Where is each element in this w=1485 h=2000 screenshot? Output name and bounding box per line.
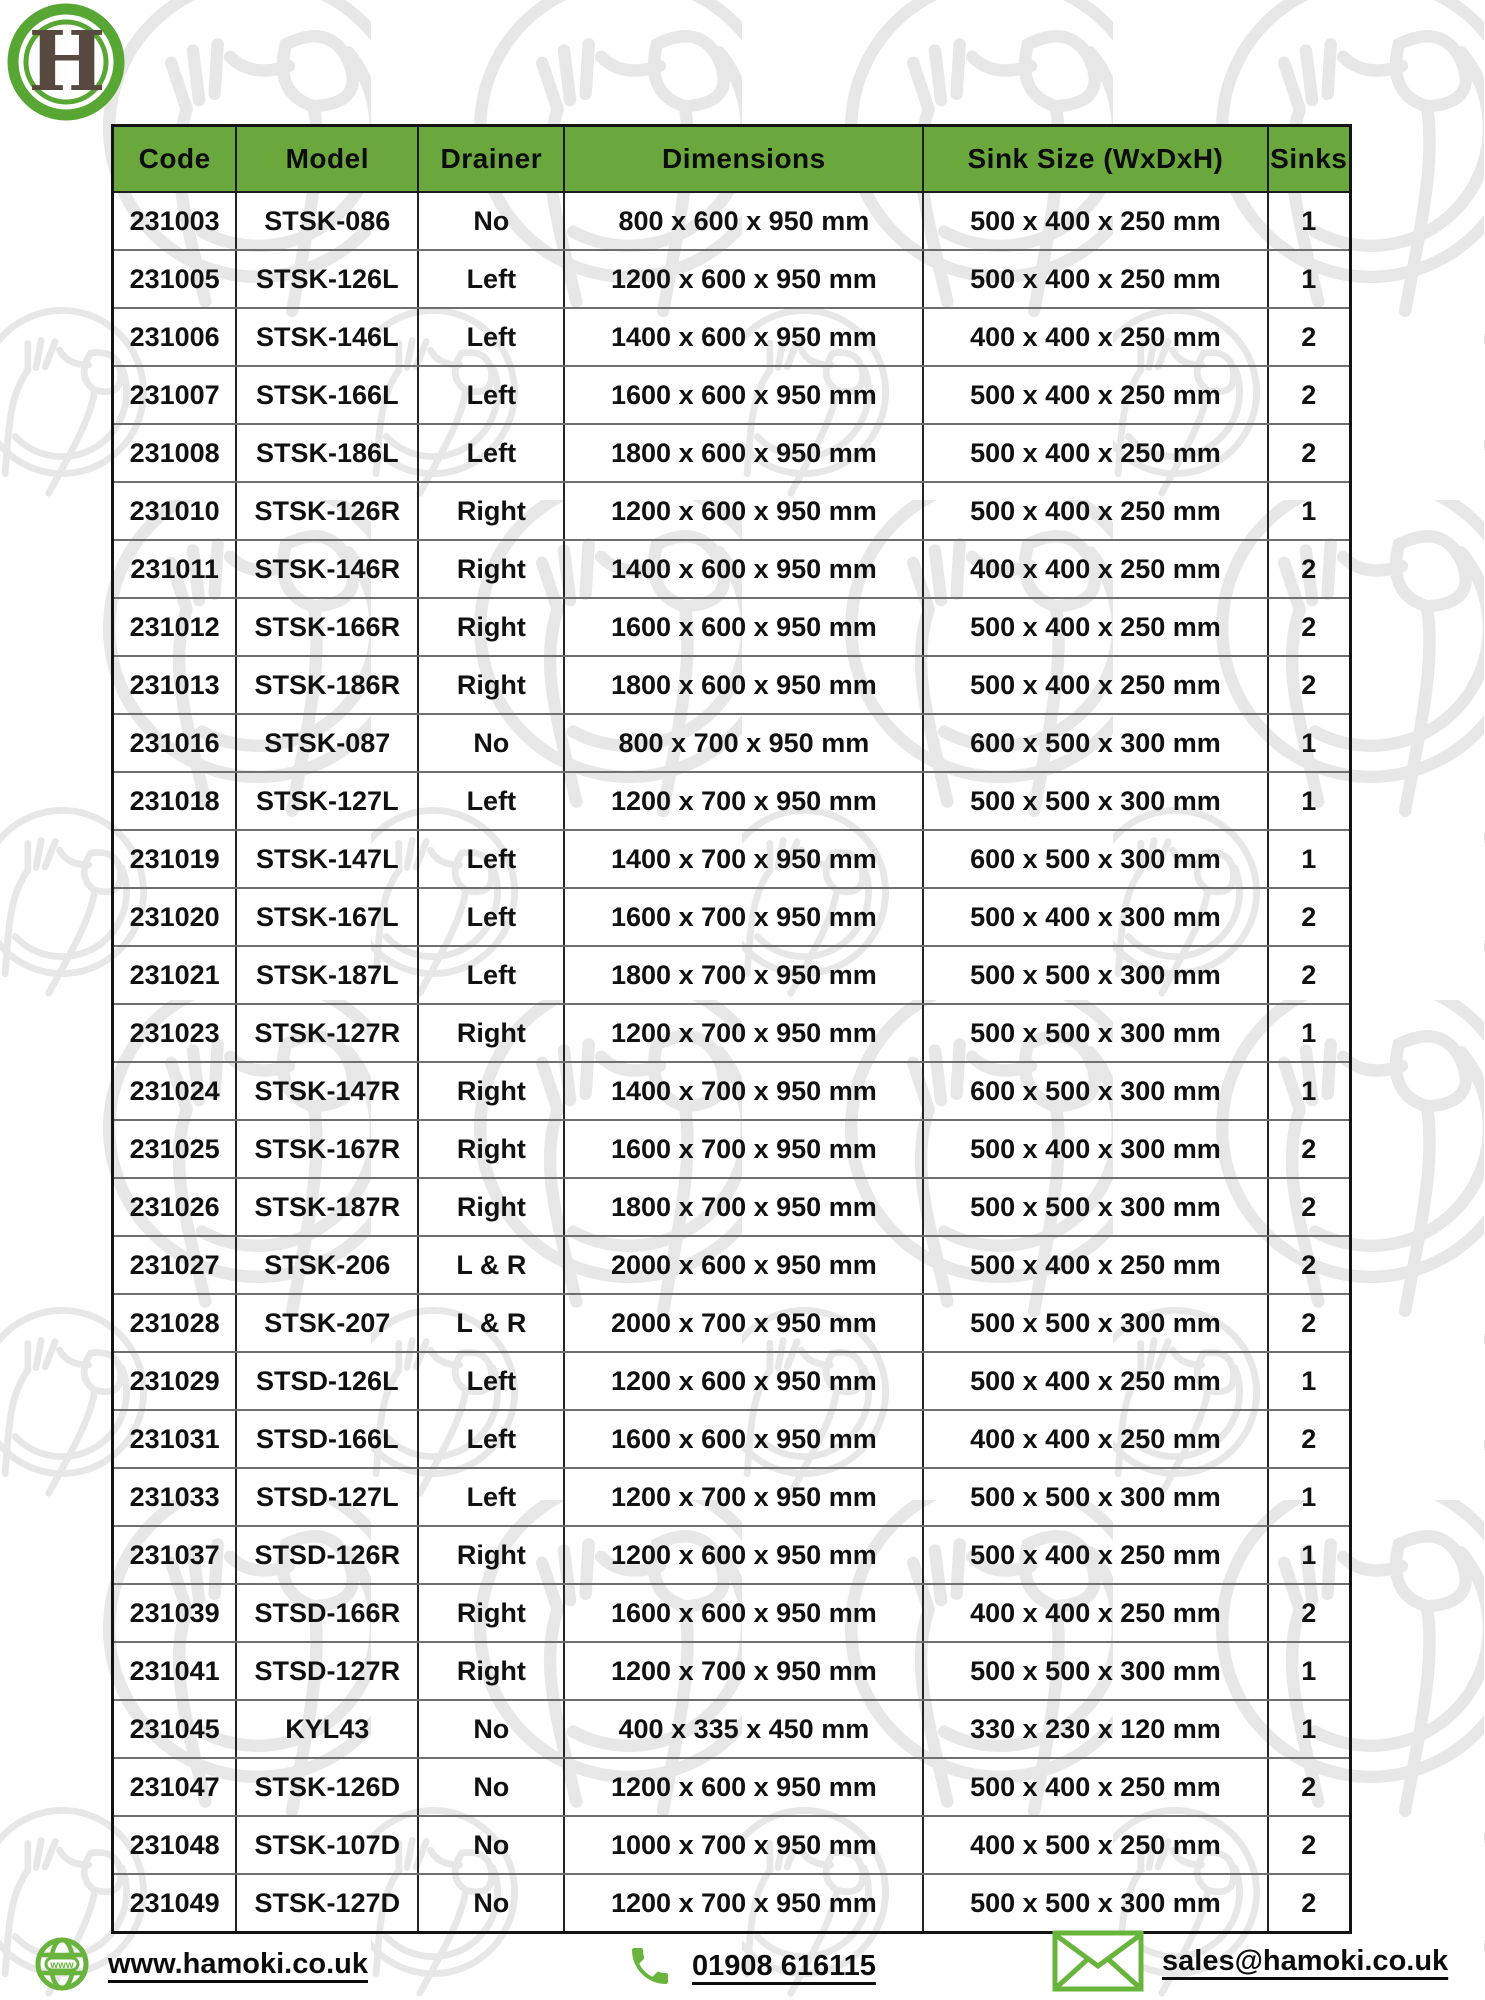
cell-drainer: Right: [418, 1584, 564, 1642]
cell-code: 231007: [113, 366, 237, 424]
cell-dimensions: 1800 x 600 x 950 mm: [564, 656, 923, 714]
cell-sinks: 2: [1268, 1410, 1351, 1468]
cell-dimensions: 1000 x 700 x 950 mm: [564, 1816, 923, 1874]
cell-drainer: No: [418, 1874, 564, 1933]
cell-dimensions: 1200 x 700 x 950 mm: [564, 1004, 923, 1062]
cell-sink-size: 400 x 400 x 250 mm: [923, 1410, 1267, 1468]
cell-model: KYL43: [236, 1700, 418, 1758]
cell-code: 231013: [113, 656, 237, 714]
cell-dimensions: 1200 x 600 x 950 mm: [564, 482, 923, 540]
cell-sink-size: 600 x 500 x 300 mm: [923, 714, 1267, 772]
cell-dimensions: 1200 x 600 x 950 mm: [564, 250, 923, 308]
cell-model: STSK-186R: [236, 656, 418, 714]
table-row: [113, 1526, 1351, 1584]
website-link[interactable]: www.hamoki.co.uk: [108, 1947, 368, 1980]
cell-drainer: L & R: [418, 1236, 564, 1294]
table-row: [113, 424, 1351, 482]
cell-sink-size: 400 x 500 x 250 mm: [923, 1816, 1267, 1874]
table-row: [113, 366, 1351, 424]
cell-sinks: 2: [1268, 1874, 1351, 1933]
cell-dimensions: 1400 x 700 x 950 mm: [564, 830, 923, 888]
table-row: [113, 1062, 1351, 1120]
table-row: [113, 482, 1351, 540]
cell-code: 231018: [113, 772, 237, 830]
cell-sinks: 2: [1268, 1236, 1351, 1294]
cell-sinks: 2: [1268, 1178, 1351, 1236]
cell-dimensions: 800 x 700 x 950 mm: [564, 714, 923, 772]
cell-sinks: 1: [1268, 1468, 1351, 1526]
cell-sink-size: 600 x 500 x 300 mm: [923, 1062, 1267, 1120]
envelope-icon: [1052, 1930, 1144, 1992]
cell-dimensions: 2000 x 700 x 950 mm: [564, 1294, 923, 1352]
cell-sinks: 1: [1268, 1526, 1351, 1584]
cell-drainer: Right: [418, 540, 564, 598]
cell-sinks: 1: [1268, 772, 1351, 830]
cell-sinks: 2: [1268, 656, 1351, 714]
table-row: [113, 540, 1351, 598]
cell-dimensions: 1200 x 600 x 950 mm: [564, 1352, 923, 1410]
table-row: [113, 1874, 1351, 1933]
product-spec-table: [111, 124, 1352, 1934]
logo-letter-h: H: [28, 14, 106, 110]
table-body: [113, 192, 1351, 1933]
table-row: [113, 772, 1351, 830]
cell-dimensions: 1200 x 600 x 950 mm: [564, 1758, 923, 1816]
cell-code: 231033: [113, 1468, 237, 1526]
cell-code: 231008: [113, 424, 237, 482]
cell-model: STSK-166L: [236, 366, 418, 424]
cell-model: STSK-167L: [236, 888, 418, 946]
table-row: [113, 1584, 1351, 1642]
cell-model: STSK-186L: [236, 424, 418, 482]
cell-model: STSK-126L: [236, 250, 418, 308]
cell-model: STSK-187R: [236, 1178, 418, 1236]
cell-sink-size: 500 x 500 x 300 mm: [923, 1294, 1267, 1352]
cell-model: STSK-207: [236, 1294, 418, 1352]
cell-sinks: 2: [1268, 1120, 1351, 1178]
cell-sink-size: 500 x 500 x 300 mm: [923, 772, 1267, 830]
cell-drainer: Left: [418, 946, 564, 1004]
cell-sinks: 2: [1268, 366, 1351, 424]
cell-code: 231026: [113, 1178, 237, 1236]
cell-drainer: No: [418, 1816, 564, 1874]
cell-sinks: 1: [1268, 714, 1351, 772]
cell-sink-size: 330 x 230 x 120 mm: [923, 1700, 1267, 1758]
cell-code: 231016: [113, 714, 237, 772]
cell-sinks: 1: [1268, 1062, 1351, 1120]
cell-sink-size: 500 x 400 x 250 mm: [923, 598, 1267, 656]
footer-website: [34, 1936, 368, 1992]
cell-sink-size: 500 x 500 x 300 mm: [923, 1178, 1267, 1236]
cell-drainer: Left: [418, 1410, 564, 1468]
table-row: [113, 1004, 1351, 1062]
cell-sink-size: 500 x 400 x 250 mm: [923, 1758, 1267, 1816]
table-row: [113, 946, 1351, 1004]
table-row: [113, 1816, 1351, 1874]
cell-sinks: 1: [1268, 1352, 1351, 1410]
cell-model: STSK-087: [236, 714, 418, 772]
cell-sinks: 2: [1268, 888, 1351, 946]
cell-code: 231003: [113, 192, 237, 250]
cell-sink-size: 400 x 400 x 250 mm: [923, 308, 1267, 366]
cell-dimensions: 1200 x 700 x 950 mm: [564, 1642, 923, 1700]
cell-drainer: Left: [418, 830, 564, 888]
cell-code: 231025: [113, 1120, 237, 1178]
cell-model: STSK-146L: [236, 308, 418, 366]
cell-dimensions: 1600 x 600 x 950 mm: [564, 366, 923, 424]
cell-code: 231005: [113, 250, 237, 308]
phone-icon: [626, 1940, 674, 1992]
hamoki-logo: [6, 2, 126, 122]
phone-link[interactable]: 01908 616115: [692, 1949, 876, 1982]
table-row: [113, 888, 1351, 946]
cell-drainer: No: [418, 714, 564, 772]
cell-drainer: Left: [418, 1468, 564, 1526]
cell-sinks: 1: [1268, 1700, 1351, 1758]
cell-code: 231023: [113, 1004, 237, 1062]
cell-code: 231011: [113, 540, 237, 598]
cell-sink-size: 500 x 400 x 250 mm: [923, 366, 1267, 424]
cell-sink-size: 500 x 400 x 250 mm: [923, 1236, 1267, 1294]
globe-icon: [34, 1936, 90, 1992]
cell-sink-size: 500 x 400 x 250 mm: [923, 424, 1267, 482]
cell-drainer: Right: [418, 656, 564, 714]
cell-dimensions: 1200 x 600 x 950 mm: [564, 1526, 923, 1584]
cell-sinks: 2: [1268, 1584, 1351, 1642]
cell-model: STSK-127D: [236, 1874, 418, 1933]
cell-drainer: Right: [418, 1642, 564, 1700]
cell-sink-size: 500 x 400 x 250 mm: [923, 250, 1267, 308]
cell-drainer: No: [418, 192, 564, 250]
cell-drainer: Right: [418, 1062, 564, 1120]
table-row: [113, 192, 1351, 250]
cell-model: STSK-146R: [236, 540, 418, 598]
cell-sink-size: 500 x 400 x 250 mm: [923, 656, 1267, 714]
cell-dimensions: 1200 x 700 x 950 mm: [564, 1468, 923, 1526]
cell-model: STSK-127R: [236, 1004, 418, 1062]
cell-drainer: No: [418, 1758, 564, 1816]
cell-model: STSD-166L: [236, 1410, 418, 1468]
cell-sinks: 1: [1268, 1642, 1351, 1700]
table-row: [113, 1352, 1351, 1410]
table-row: [113, 1758, 1351, 1816]
cell-dimensions: 1400 x 700 x 950 mm: [564, 1062, 923, 1120]
header-code: Code: [113, 126, 237, 193]
cell-model: STSK-187L: [236, 946, 418, 1004]
cell-model: STSD-126R: [236, 1526, 418, 1584]
cell-sink-size: 500 x 400 x 300 mm: [923, 1120, 1267, 1178]
cell-model: STSK-147R: [236, 1062, 418, 1120]
table-row: [113, 1468, 1351, 1526]
cell-sink-size: 500 x 500 x 300 mm: [923, 946, 1267, 1004]
cell-drainer: Left: [418, 366, 564, 424]
cell-drainer: Right: [418, 1004, 564, 1062]
cell-dimensions: 1600 x 600 x 950 mm: [564, 1410, 923, 1468]
cell-code: 231006: [113, 308, 237, 366]
cell-code: 231020: [113, 888, 237, 946]
cell-dimensions: 1200 x 700 x 950 mm: [564, 1874, 923, 1933]
cell-dimensions: 400 x 335 x 450 mm: [564, 1700, 923, 1758]
cell-sinks: 2: [1268, 308, 1351, 366]
cell-code: 231027: [113, 1236, 237, 1294]
cell-sink-size: 600 x 500 x 300 mm: [923, 830, 1267, 888]
table-row: [113, 250, 1351, 308]
cell-sink-size: 400 x 400 x 250 mm: [923, 1584, 1267, 1642]
cell-sink-size: 500 x 400 x 250 mm: [923, 1526, 1267, 1584]
cell-model: STSD-166R: [236, 1584, 418, 1642]
cell-code: 231010: [113, 482, 237, 540]
cell-code: 231031: [113, 1410, 237, 1468]
cell-code: 231049: [113, 1874, 237, 1933]
cell-dimensions: 1600 x 600 x 950 mm: [564, 1584, 923, 1642]
cell-sinks: 1: [1268, 250, 1351, 308]
cell-dimensions: 1800 x 700 x 950 mm: [564, 946, 923, 1004]
cell-dimensions: 1800 x 700 x 950 mm: [564, 1178, 923, 1236]
header-sinks: Sinks: [1268, 126, 1351, 193]
cell-model: STSD-126L: [236, 1352, 418, 1410]
cell-model: STSK-107D: [236, 1816, 418, 1874]
table-row: [113, 830, 1351, 888]
footer-email: [1052, 1930, 1448, 1992]
cell-drainer: Left: [418, 250, 564, 308]
cell-drainer: Left: [418, 772, 564, 830]
cell-dimensions: 2000 x 600 x 950 mm: [564, 1236, 923, 1294]
cell-sinks: 1: [1268, 1004, 1351, 1062]
cell-code: 231047: [113, 1758, 237, 1816]
cell-dimensions: 1400 x 600 x 950 mm: [564, 308, 923, 366]
cell-drainer: Right: [418, 598, 564, 656]
cell-drainer: Right: [418, 482, 564, 540]
cell-dimensions: 800 x 600 x 950 mm: [564, 192, 923, 250]
cell-drainer: Left: [418, 888, 564, 946]
table-row: [113, 308, 1351, 366]
table-row: [113, 656, 1351, 714]
table-row: [113, 598, 1351, 656]
cell-code: 231039: [113, 1584, 237, 1642]
email-link[interactable]: sales@hamoki.co.uk: [1162, 1944, 1449, 1977]
cell-code: 231037: [113, 1526, 237, 1584]
table-header-row: [113, 126, 1351, 193]
cell-dimensions: 1600 x 700 x 950 mm: [564, 1120, 923, 1178]
table-row: [113, 1642, 1351, 1700]
cell-sinks: 2: [1268, 946, 1351, 1004]
cell-sinks: 2: [1268, 1758, 1351, 1816]
cell-sink-size: 400 x 400 x 250 mm: [923, 540, 1267, 598]
cell-dimensions: 1600 x 600 x 950 mm: [564, 598, 923, 656]
cell-sink-size: 500 x 500 x 300 mm: [923, 1874, 1267, 1933]
cell-model: STSD-127L: [236, 1468, 418, 1526]
cell-dimensions: 1800 x 600 x 950 mm: [564, 424, 923, 482]
cell-sink-size: 500 x 400 x 250 mm: [923, 192, 1267, 250]
cell-code: 231019: [113, 830, 237, 888]
cell-sinks: 2: [1268, 598, 1351, 656]
cell-sinks: 2: [1268, 424, 1351, 482]
cell-dimensions: 1400 x 600 x 950 mm: [564, 540, 923, 598]
hamoki-logo-mark: [6, 2, 126, 122]
header-dimensions: Dimensions: [564, 126, 923, 193]
cell-dimensions: 1200 x 700 x 950 mm: [564, 772, 923, 830]
cell-model: STSK-206: [236, 1236, 418, 1294]
table-row: [113, 1700, 1351, 1758]
header-drainer: Drainer: [418, 126, 564, 193]
cell-model: STSK-127L: [236, 772, 418, 830]
cell-sinks: 2: [1268, 1816, 1351, 1874]
cell-dimensions: 1600 x 700 x 950 mm: [564, 888, 923, 946]
cell-sink-size: 500 x 500 x 300 mm: [923, 1642, 1267, 1700]
cell-drainer: L & R: [418, 1294, 564, 1352]
cell-drainer: Left: [418, 1352, 564, 1410]
cell-code: 231048: [113, 1816, 237, 1874]
cell-model: STSK-086: [236, 192, 418, 250]
cell-sink-size: 500 x 400 x 250 mm: [923, 482, 1267, 540]
table-row: [113, 1410, 1351, 1468]
cell-sinks: 1: [1268, 192, 1351, 250]
table-row: [113, 1178, 1351, 1236]
cell-model: STSD-127R: [236, 1642, 418, 1700]
cell-code: 231012: [113, 598, 237, 656]
cell-code: 231041: [113, 1642, 237, 1700]
cell-model: STSK-166R: [236, 598, 418, 656]
cell-sinks: 2: [1268, 540, 1351, 598]
cell-sink-size: 500 x 500 x 300 mm: [923, 1004, 1267, 1062]
table-row: [113, 1294, 1351, 1352]
table-row: [113, 1236, 1351, 1294]
globe-www-label: www: [50, 1960, 74, 1971]
cell-drainer: No: [418, 1700, 564, 1758]
table-row: [113, 714, 1351, 772]
header-model: Model: [236, 126, 418, 193]
cell-code: 231021: [113, 946, 237, 1004]
cell-drainer: Right: [418, 1526, 564, 1584]
table-row: [113, 1120, 1351, 1178]
cell-code: 231045: [113, 1700, 237, 1758]
cell-drainer: Right: [418, 1178, 564, 1236]
cell-code: 231028: [113, 1294, 237, 1352]
cell-sinks: 1: [1268, 482, 1351, 540]
cell-model: STSK-167R: [236, 1120, 418, 1178]
cell-code: 231024: [113, 1062, 237, 1120]
cell-sinks: 2: [1268, 1294, 1351, 1352]
cell-model: STSK-126R: [236, 482, 418, 540]
cell-sinks: 1: [1268, 830, 1351, 888]
cell-sink-size: 500 x 400 x 250 mm: [923, 1352, 1267, 1410]
cell-drainer: Right: [418, 1120, 564, 1178]
cell-code: 231029: [113, 1352, 237, 1410]
footer-phone: [626, 1940, 876, 1992]
cell-model: STSK-126D: [236, 1758, 418, 1816]
header-sink-size: Sink Size (WxDxH): [923, 126, 1267, 193]
cell-sink-size: 500 x 500 x 300 mm: [923, 1468, 1267, 1526]
cell-sink-size: 500 x 400 x 300 mm: [923, 888, 1267, 946]
cell-drainer: Left: [418, 424, 564, 482]
cell-drainer: Left: [418, 308, 564, 366]
cell-model: STSK-147L: [236, 830, 418, 888]
